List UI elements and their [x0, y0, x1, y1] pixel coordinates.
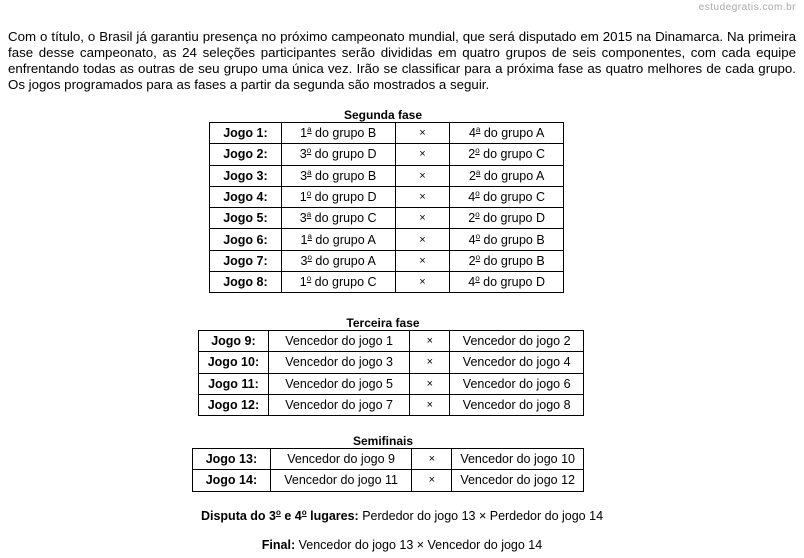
versus-sign: × [395, 186, 450, 207]
team-a: 3$^o$ do grupo D [281, 144, 395, 165]
team-b: Vencedor do jogo 10 [452, 449, 584, 470]
game-label: Jogo 10: [199, 352, 269, 373]
table-row [193, 449, 584, 470]
table-row [210, 123, 564, 144]
game-label: Jogo 7: [210, 250, 282, 271]
table-row [210, 186, 564, 207]
game-label: Jogo 11: [199, 373, 269, 394]
team-b: 4$^o$ do grupo D [450, 272, 564, 293]
intro-paragraph: Com o título, o Brasil já garantiu presença no próximo campeonato mundial, que será disputado em 2015 na Dinamarca. Na primeira fase desse campeonato, as 24 seleções participantes serão divididas em quatro grupos de seis componentes, com cada equipe enfrentando todas as outras de seu grupo uma única vez. Irão se classificar para a próxima fase as quatro melhores de cada grupo. Os jogos programados para as fases a partir da segunda são mostrados a seguir. [8, 29, 796, 92]
team-b: 4$^o$ do grupo B [450, 229, 564, 250]
table-row [210, 229, 564, 250]
team-a: Vencedor do jogo 11 [270, 470, 412, 491]
versus-sign: × [410, 373, 450, 394]
team-a: Vencedor do jogo 1 [268, 331, 410, 352]
versus-sign: × [410, 394, 450, 415]
table-row [199, 352, 584, 373]
third-place-match [0, 509, 804, 523]
versus-sign: × [410, 352, 450, 373]
team-a: Vencedor do jogo 3 [268, 352, 410, 373]
terceira-fase-table [198, 330, 584, 416]
team-b: Vencedor do jogo 2 [450, 331, 584, 352]
team-b: 2$^o$ do grupo C [450, 144, 564, 165]
game-label: Jogo 1: [210, 123, 282, 144]
terceira-fase-title: Terceira fase [346, 316, 420, 330]
team-b: Vencedor do jogo 8 [450, 394, 584, 415]
team-a: Vencedor do jogo 9 [270, 449, 412, 470]
team-b: 2$^o$ do grupo D [450, 208, 564, 229]
versus-sign: × [395, 144, 450, 165]
third-place-label: Disputa do 3$^o$ e 4$^o$ lugares: [200, 508, 359, 523]
versus-sign: × [395, 250, 450, 271]
versus-sign: × [412, 449, 452, 470]
game-label: Jogo 8: [210, 272, 282, 293]
game-label: Jogo 9: [199, 331, 269, 352]
game-label: Jogo 4: [210, 186, 282, 207]
third-place-text: Perdedor do jogo 13 × Perdedor do jogo 14 [358, 509, 604, 523]
team-b: 4$^a$ do grupo A [450, 123, 564, 144]
table-row [210, 208, 564, 229]
team-a: 3$^a$ do grupo C [281, 208, 395, 229]
team-a: 1$^a$ do grupo A [281, 229, 395, 250]
semifinais-title: Semifinais [352, 434, 414, 448]
team-b: Vencedor do jogo 6 [450, 373, 584, 394]
game-label: Jogo 14: [193, 470, 271, 491]
table-row [199, 331, 584, 352]
versus-sign: × [412, 470, 452, 491]
versus-sign: × [395, 208, 450, 229]
game-label: Jogo 2: [210, 144, 282, 165]
team-a: Vencedor do jogo 5 [268, 373, 410, 394]
semifinais-table [192, 448, 584, 492]
versus-sign: × [395, 229, 450, 250]
team-a: 1$^o$ do grupo D [281, 186, 395, 207]
versus-sign: × [395, 123, 450, 144]
team-b: 4$^o$ do grupo C [450, 186, 564, 207]
table-row [199, 394, 584, 415]
table-row [210, 272, 564, 293]
team-a: Vencedor do jogo 7 [268, 394, 410, 415]
versus-sign: × [410, 331, 450, 352]
game-label: Jogo 5: [210, 208, 282, 229]
team-b: 2$^a$ do grupo A [450, 165, 564, 186]
team-a: 3$^o$ do grupo A [281, 250, 395, 271]
versus-sign: × [395, 272, 450, 293]
team-a: 3$^a$ do grupo B [281, 165, 395, 186]
final-label: Final: [261, 538, 296, 552]
table-row [210, 165, 564, 186]
team-b: Vencedor do jogo 4 [450, 352, 584, 373]
table-row [210, 250, 564, 271]
team-b: Vencedor do jogo 12 [452, 470, 584, 491]
team-b: 2$^o$ do grupo B [450, 250, 564, 271]
table-row [199, 373, 584, 394]
watermark: estudegratis.com.br [698, 2, 796, 13]
versus-sign: × [395, 165, 450, 186]
game-label: Jogo 6: [210, 229, 282, 250]
final-match [0, 538, 804, 552]
game-label: Jogo 3: [210, 165, 282, 186]
team-a: 1$^o$ do grupo C [281, 272, 395, 293]
table-row [193, 470, 584, 491]
table-row [210, 144, 564, 165]
segunda-fase-title: Segunda fase [343, 108, 423, 122]
game-label: Jogo 13: [193, 449, 271, 470]
final-text: Vencedor do jogo 13 × Vencedor do jogo 14 [295, 538, 543, 552]
team-a: 1$^a$ do grupo B [281, 123, 395, 144]
game-label: Jogo 12: [199, 394, 269, 415]
segunda-fase-table [209, 122, 564, 293]
